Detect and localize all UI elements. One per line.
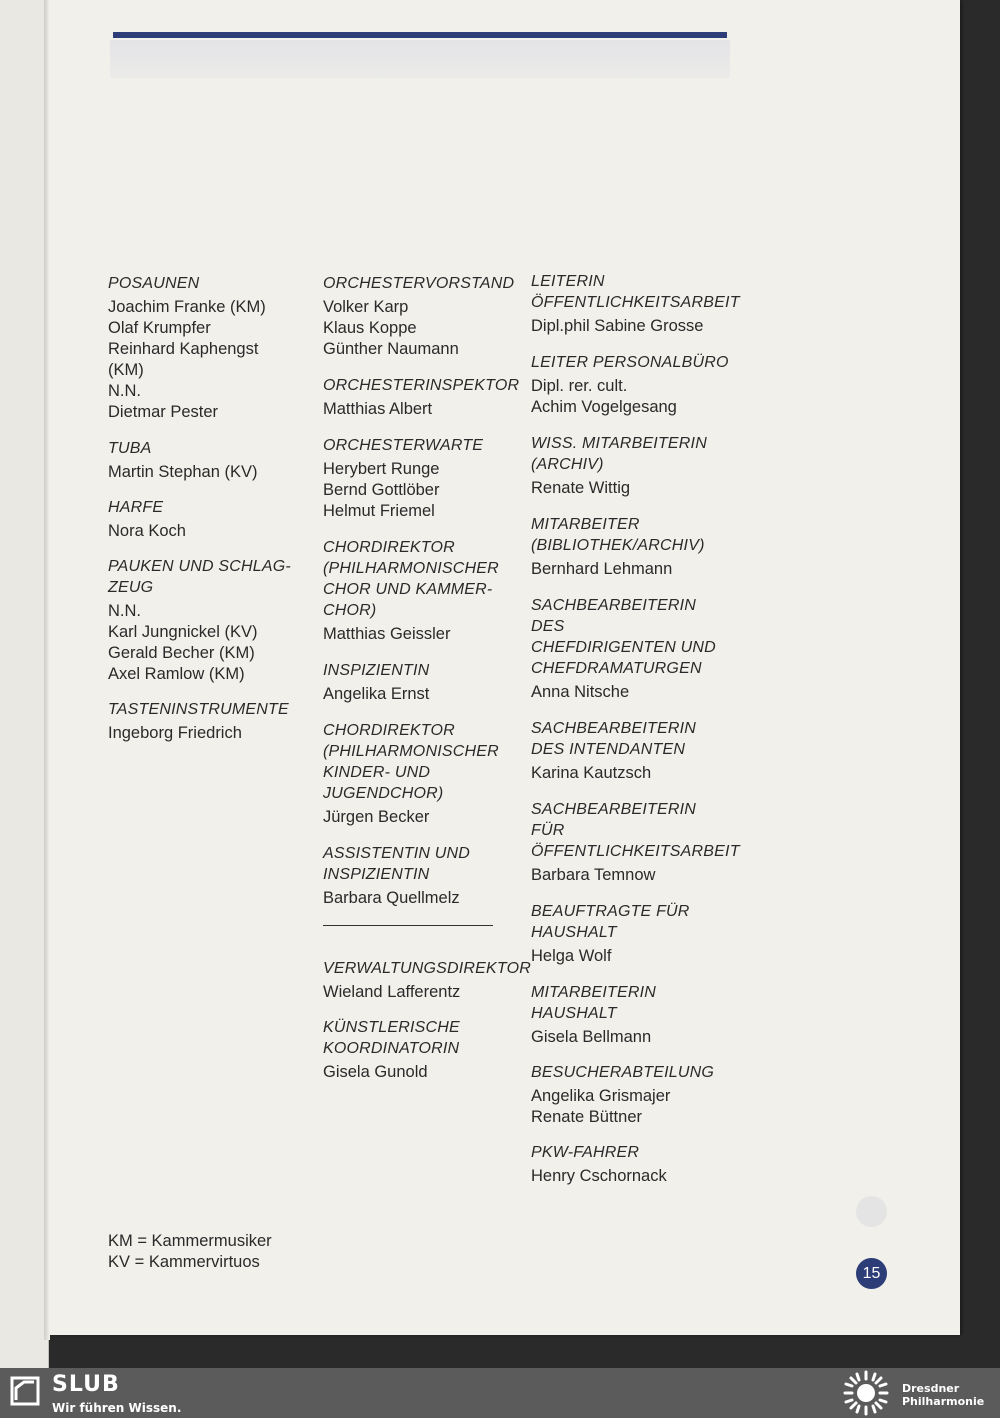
section-heading: INSPIZIENTIN <box>323 866 430 883</box>
staff-name: Anna Nitsche <box>531 683 630 701</box>
staff-name: Renate Wittig <box>531 479 631 497</box>
dresdner-philharmonie-wordmark <box>902 1382 984 1408</box>
staff-name: Dietmar Pester <box>108 403 219 421</box>
section-heading: POSAUNEN <box>108 275 200 292</box>
staff-section-sachbearbeiterin-des <box>531 595 731 703</box>
abbreviation-legend <box>108 1231 272 1273</box>
staff-name: Axel Ramlow (KM) <box>108 665 245 683</box>
staff-section-chordirektor <box>323 720 523 828</box>
section-heading: CHORDIREKTOR <box>323 722 455 739</box>
staff-section-wiss-mitarbeiterin <box>531 433 731 499</box>
staff-section-tuba <box>108 438 308 483</box>
staff-name: Gerald Becher (KM) <box>108 644 255 662</box>
staff-name: Bernd Gottlöber <box>323 481 440 499</box>
slub-title: SLUB <box>52 1372 120 1397</box>
staff-name: Bernhard Lehmann <box>531 560 673 578</box>
section-heading: ÖFFENTLICHKEITSARBEIT <box>531 294 740 311</box>
legend-km: KM = Kammermusiker <box>108 1232 272 1250</box>
section-heading: ASSISTENTIN UND <box>323 845 471 862</box>
section-heading: DES INTENDANTEN <box>531 741 686 758</box>
staff-column-left <box>108 273 308 744</box>
section-heading: ZEUG <box>108 579 154 596</box>
staff-name: Jürgen Becker <box>323 808 430 826</box>
staff-section-orchesterwarte <box>323 435 523 522</box>
staff-section-leiterin <box>531 271 740 337</box>
staff-column-right <box>531 271 740 1187</box>
section-heading: (PHILHARMONISCHER <box>323 743 499 760</box>
staff-name: Klaus Koppe <box>323 319 417 337</box>
staff-name: Karl Jungnickel (KV) <box>108 623 258 641</box>
section-heading: BEAUFTRAGTE FÜR <box>531 903 690 920</box>
section-heading: HAUSHALT <box>531 1005 617 1022</box>
section-heading: CHOR UND KAMMER- <box>323 581 493 598</box>
section-heading: HAUSHALT <box>531 924 617 941</box>
section-heading: PKW-FAHRER <box>531 1144 640 1161</box>
staff-name: Nora Koch <box>108 522 186 540</box>
staff-name: Dipl.phil Sabine Grosse <box>531 317 704 335</box>
staff-name: Wieland Lafferentz <box>323 983 461 1001</box>
section-heading: SACHBEARBEITERIN <box>531 720 697 737</box>
header-accent-bar <box>113 32 727 38</box>
section-heading: SACHBEARBEITERIN DES <box>531 597 697 635</box>
section-heading: TASTENINSTRUMENTE <box>108 701 289 718</box>
staff-name: Gisela Bellmann <box>531 1028 652 1046</box>
section-heading: KINDER- UND <box>323 764 431 781</box>
staff-section-orchesterinspektor <box>323 375 523 420</box>
slub-logo-icon <box>10 1376 40 1406</box>
staff-section-harfe <box>108 497 308 542</box>
staff-section-posaunen <box>108 273 308 423</box>
staff-section-sachbearbeiterin-fur <box>531 799 740 886</box>
section-heading: KÜNSTLERISCHE <box>323 1019 460 1036</box>
staff-name: Helmut Friemel <box>323 502 435 520</box>
section-heading: CHEFDRAMATURGEN <box>531 660 702 677</box>
staff-name: Günther Naumann <box>323 340 459 358</box>
section-heading: BESUCHERABTEILUNG <box>531 1064 714 1081</box>
section-heading: ÖFFENTLICHKEITSARBEIT <box>531 843 740 860</box>
section-heading: ORCHESTERVORSTAND <box>323 275 515 292</box>
staff-section-inspizientin <box>323 660 523 705</box>
staff-name: Gisela Gunold <box>323 1063 428 1081</box>
section-heading: TUBA <box>108 440 152 457</box>
staff-section-leiter-personalburo <box>531 352 731 418</box>
section-heading: (PHILHARMONISCHER <box>323 560 499 577</box>
staff-section-besucherabteilung <box>531 1062 731 1128</box>
staff-name: Volker Karp <box>323 298 409 316</box>
staff-section-pauken-und-schlag <box>108 556 308 685</box>
staff-name: Dipl. rer. cult. <box>531 377 628 395</box>
section-heading: PAUKEN UND SCHLAG- <box>108 558 291 575</box>
staff-name: Olaf Krumpfer <box>108 319 211 337</box>
staff-name: Angelika Grismajer <box>531 1087 671 1105</box>
staff-section-mitarbeiterin <box>531 982 731 1048</box>
left-page-edge <box>0 0 49 1368</box>
staff-section-kunstlerische <box>323 1017 523 1083</box>
section-heading: ORCHESTERWARTE <box>323 437 484 454</box>
dp-line1: Dresdner <box>902 1382 960 1395</box>
section-heading: LEITER PERSONALBÜRO <box>531 354 729 371</box>
staff-name: (KM) <box>108 361 144 379</box>
staff-section-pkw-fahrer <box>531 1142 731 1187</box>
legend-kv: KV = Kammervirtuos <box>108 1253 260 1271</box>
book-spine <box>44 0 50 1340</box>
section-heading: WISS. MITARBEITERIN <box>531 435 707 452</box>
staff-section-sachbearbeiterin <box>531 718 731 784</box>
section-heading: HARFE <box>108 499 164 516</box>
slub-tagline: Wir führen Wissen. <box>52 1401 182 1415</box>
staff-section-tasteninstrumente <box>108 699 308 744</box>
section-divider <box>323 925 493 926</box>
section-heading: JUGENDCHOR) <box>323 785 444 802</box>
staff-name: Martin Stephan (KV) <box>108 463 258 481</box>
staff-name: Achim Vogelgesang <box>531 398 677 416</box>
section-heading: (BIBLIOTHEK/ARCHIV) <box>531 537 705 554</box>
section-heading: SACHBEARBEITERIN FÜR <box>531 801 697 839</box>
section-heading: CHORDIREKTOR <box>323 539 455 556</box>
section-heading: INSPIZIENTIN <box>323 662 430 679</box>
section-heading: MITARBEITER <box>531 516 640 533</box>
staff-name: Joachim Franke (KM) <box>108 298 266 316</box>
staff-name: Ingeborg Friedrich <box>108 724 242 742</box>
staff-name: Barbara Quellmelz <box>323 889 460 907</box>
staff-name: Renate Büttner <box>531 1108 642 1126</box>
staff-name: Barbara Temnow <box>531 866 656 884</box>
section-heading: CHEFDIRIGENTEN UND <box>531 639 716 656</box>
staff-name: Angelika Ernst <box>323 685 430 703</box>
section-heading: ORCHESTERINSPEKTOR <box>323 377 520 394</box>
staff-section-orchestervorstand <box>323 273 523 360</box>
staff-name: N.N. <box>108 382 141 400</box>
staff-name: Karina Kautzsch <box>531 764 652 782</box>
staff-name: Matthias Albert <box>323 400 433 418</box>
staff-section-chordirektor <box>323 537 523 645</box>
dp-line2: Philharmonie <box>902 1395 985 1408</box>
section-heading: MITARBEITERIN <box>531 984 656 1001</box>
staff-section-assistentin-und <box>323 843 523 909</box>
staff-name: Helga Wolf <box>531 947 612 965</box>
show-through-header <box>110 40 730 78</box>
staff-name: Reinhard Kaphengst <box>108 340 259 358</box>
staff-name: N.N. <box>108 602 141 620</box>
page-number-badge: 15 <box>856 1258 887 1289</box>
staff-column-middle <box>323 273 531 1083</box>
staff-name: Herybert Runge <box>323 460 440 478</box>
staff-name: Henry Cschornack <box>531 1167 667 1185</box>
show-through-circle <box>856 1196 887 1227</box>
section-heading: (ARCHIV) <box>531 456 604 473</box>
staff-name: Matthias Geissler <box>323 625 451 643</box>
dresdner-philharmonie-logo-icon <box>842 1370 890 1416</box>
section-heading: KOORDINATORIN <box>323 1040 460 1057</box>
section-heading: CHOR) <box>323 602 377 619</box>
staff-section-verwaltungsdirektor <box>323 925 531 1003</box>
staff-section-mitarbeiter <box>531 514 731 580</box>
staff-section-beauftragte-fur <box>531 901 731 967</box>
section-heading: VERWALTUNGSDIREKTOR <box>323 960 531 977</box>
section-heading: LEITERIN <box>531 273 605 290</box>
